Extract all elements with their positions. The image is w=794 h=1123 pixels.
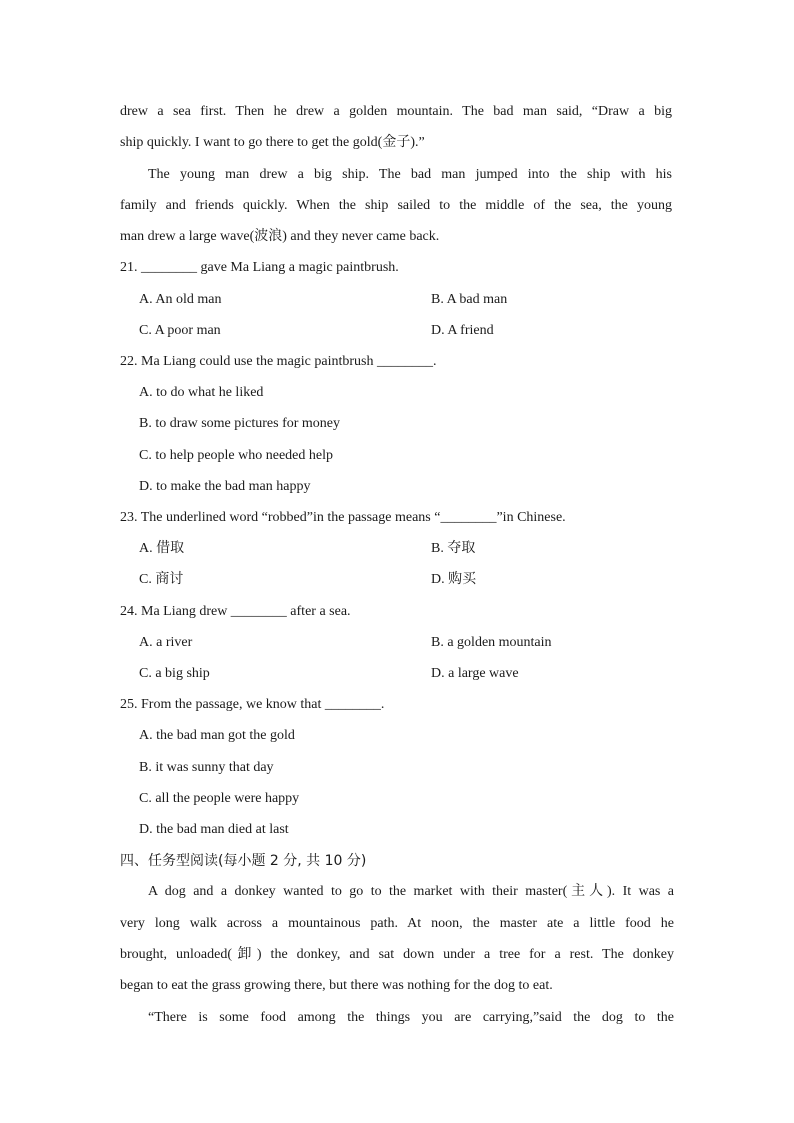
passage-line: man drew a large wave(波浪) and they never came back.	[120, 229, 440, 244]
option-c[interactable]: C. a big ship	[139, 666, 210, 681]
question-stem: 25. From the passage, we know that ________.	[120, 697, 385, 712]
option-c[interactable]: C. A poor man	[139, 323, 221, 338]
question-stem: 23. The underlined word “robbed”in the passage means “________”in Chinese.	[120, 510, 566, 525]
question-stem: 22. Ma Liang could use the magic paintbrush ________.	[120, 354, 437, 369]
option-a[interactable]: A. to do what he liked	[139, 385, 264, 400]
option-c[interactable]: C. 商讨	[139, 572, 184, 587]
option-c[interactable]: C. to help people who needed help	[139, 448, 334, 463]
option-a[interactable]: A. 借取	[139, 541, 185, 556]
question-stem: 21. ________ gave Ma Liang a magic paintbrush.	[120, 260, 399, 275]
passage-line: began to eat the grass growing there, but there was nothing for the dog to eat.	[120, 978, 553, 993]
option-d[interactable]: D. a large wave	[431, 666, 519, 681]
passage-line: very long walk across a mountainous path. At noon, the master ate a little food he	[120, 916, 674, 931]
option-b[interactable]: B. to draw some pictures for money	[139, 416, 341, 431]
passage-line: The young man drew a big ship. The bad man jumped into the ship with his	[148, 167, 672, 182]
option-d[interactable]: D. the bad man died at last	[139, 822, 289, 837]
section-title: 四、任务型阅读(每小题 2 分, 共 10 分)	[120, 853, 367, 869]
passage-line: drew a sea first. Then he drew a golden mountain. The bad man said, “Draw a big	[120, 104, 672, 119]
passage-line: “There is some food among the things you are carrying,”said the dog to the	[148, 1010, 674, 1025]
option-a[interactable]: A. the bad man got the gold	[139, 728, 295, 743]
passage-line: family and friends quickly. When the ship sailed to the middle of the sea, the young	[120, 198, 672, 213]
option-a[interactable]: A. a river	[139, 635, 193, 650]
question-stem: 24. Ma Liang drew ________ after a sea.	[120, 604, 351, 619]
option-b[interactable]: B. 夺取	[431, 541, 476, 556]
option-d[interactable]: D. 购买	[431, 572, 477, 587]
option-b[interactable]: B. it was sunny that day	[139, 760, 274, 775]
option-b[interactable]: B. a golden mountain	[431, 635, 552, 650]
option-b[interactable]: B. A bad man	[431, 292, 508, 307]
passage-line: A dog and a donkey wanted to go to the market with their master(主人). It was a	[148, 884, 674, 899]
option-d[interactable]: D. A friend	[431, 323, 494, 338]
passage-line: ship quickly. I want to go there to get the gold(金子).”	[120, 135, 425, 150]
passage-line: brought, unloaded(卸) the donkey, and sat down under a tree for a rest. The donkey	[120, 947, 674, 962]
option-d[interactable]: D. to make the bad man happy	[139, 479, 311, 494]
option-c[interactable]: C. all the people were happy	[139, 791, 300, 806]
option-a[interactable]: A. An old man	[139, 292, 222, 307]
